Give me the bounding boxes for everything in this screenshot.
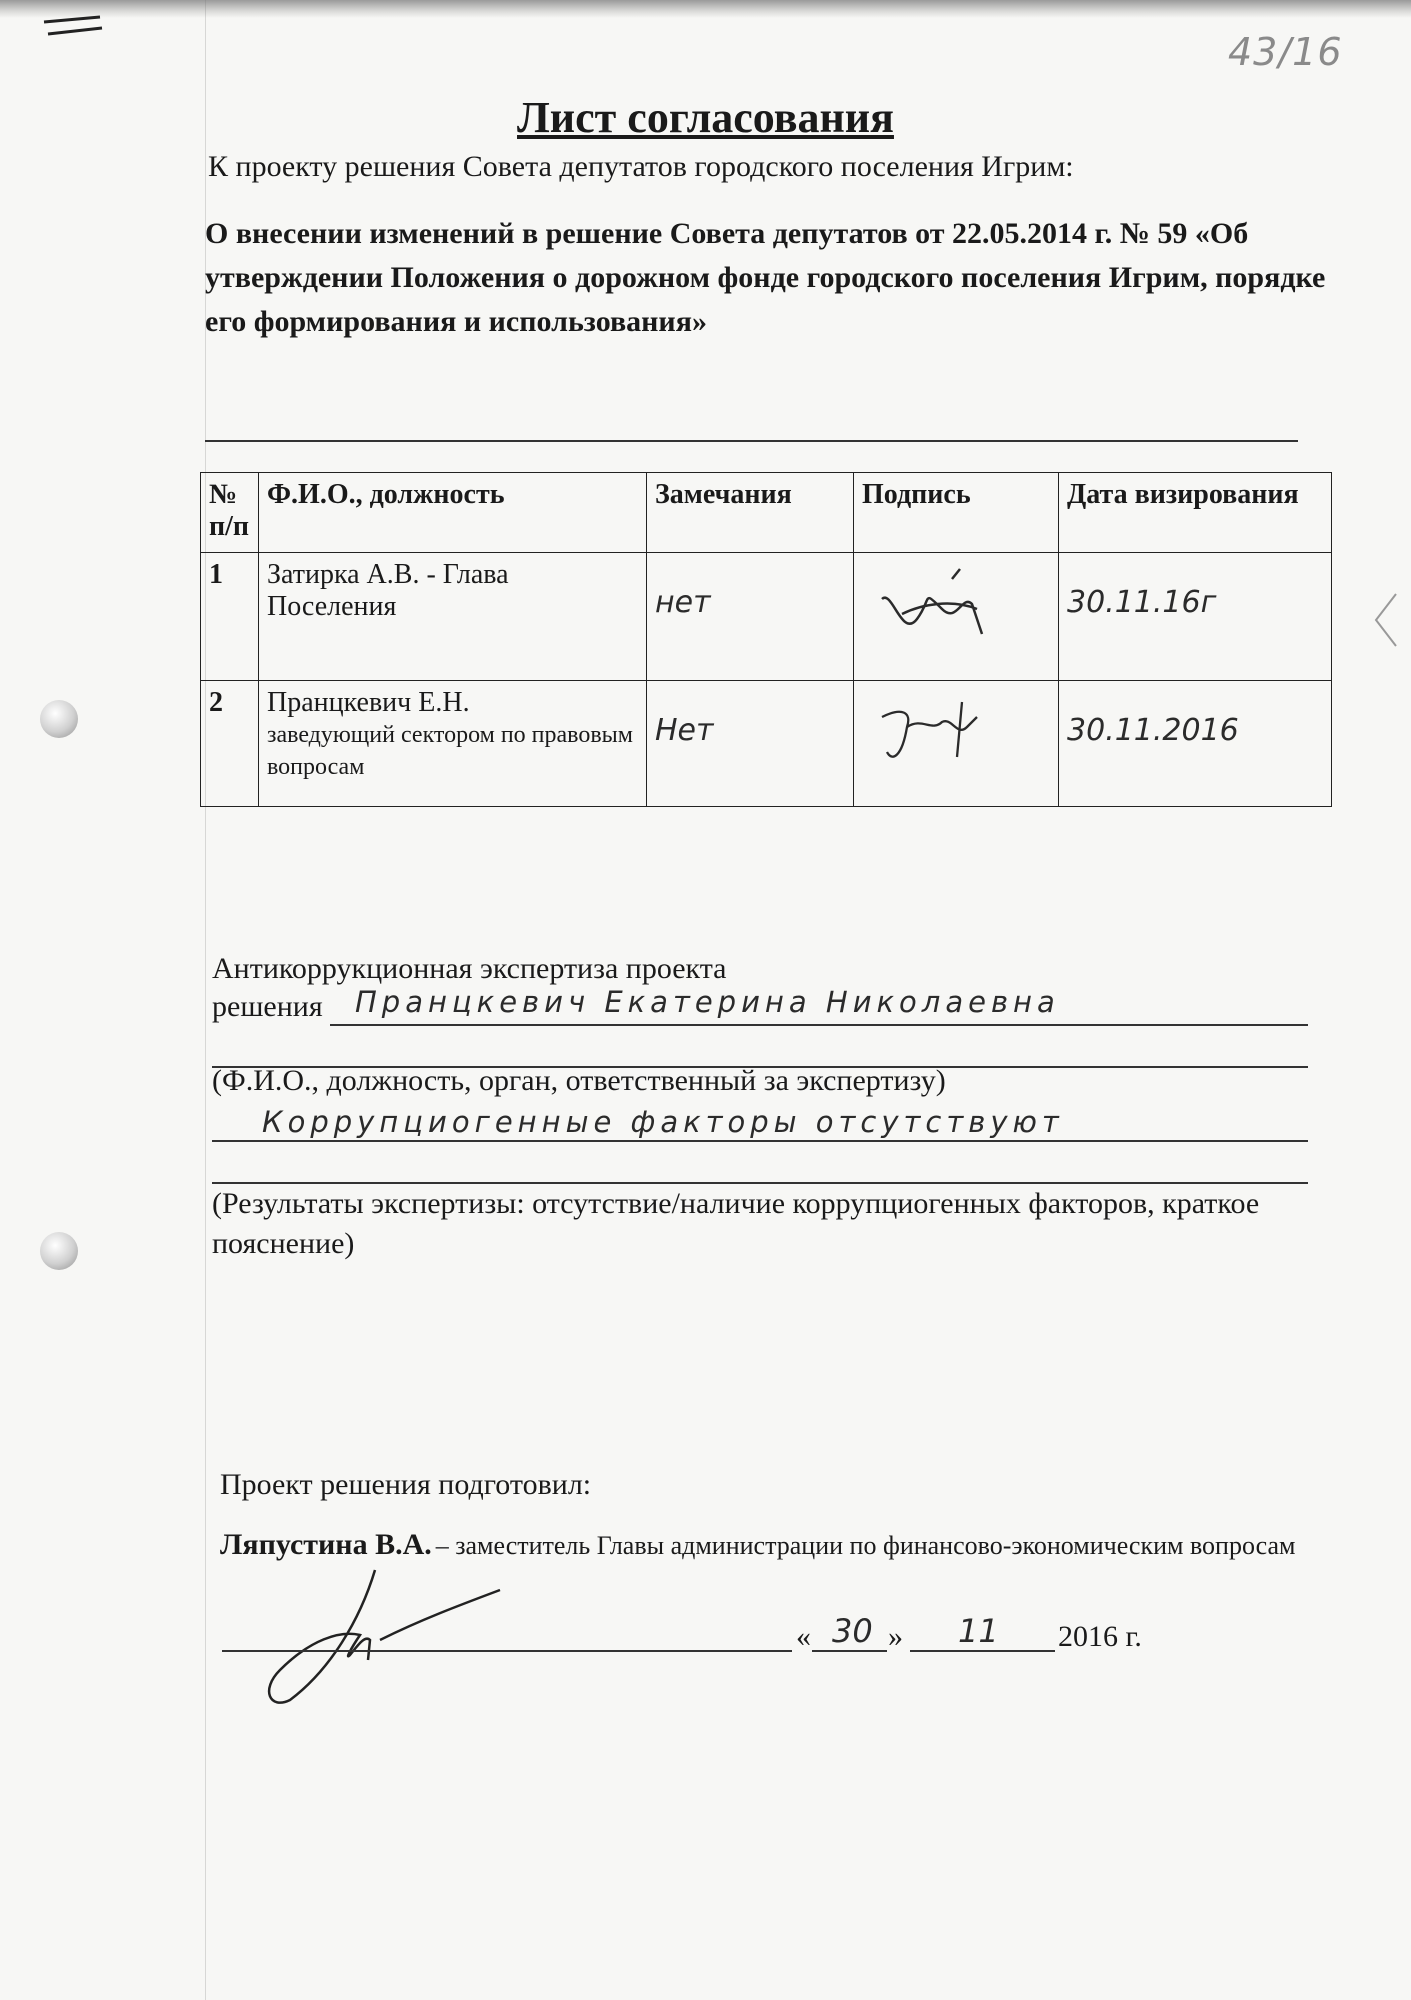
handwritten-remark: Нет [655,713,714,748]
person-name: Пранцкевич Е.Н. [267,687,470,718]
separator-line [205,440,1298,442]
decision-label: решения [212,990,323,1023]
expertise-label: Антикоррукционная экспертиза проекта [212,952,727,985]
fill-line [212,1140,1308,1142]
person-position: заведующий сектором по правовым вопросам [267,722,633,780]
pen-mark [42,14,104,38]
preparer-signature [250,1560,520,1710]
visa-date: 30.11.2016 [1067,713,1239,748]
quote-close: » [888,1620,903,1653]
sign-month: 11 [958,1612,999,1650]
row-signature [854,681,1059,807]
quote-open: « [796,1620,811,1653]
preparer-name: Ляпустина В.А. [220,1528,432,1561]
person-name: Затирка А.В. - Глава Поселения [267,559,509,622]
prepared-label: Проект решения подготовил: [220,1468,592,1501]
scan-edge [0,0,1411,18]
approval-table [200,472,1332,807]
row-name [259,553,647,681]
header-name: Ф.И.О., должность [259,473,647,553]
header-remarks: Замечания [647,473,854,553]
header-signature: Подпись [854,473,1059,553]
table-row [201,553,1332,681]
header-number: № п/п [201,473,259,553]
result-caption: (Результаты экспертизы: отсутствие/наличие коррупциогенных факторов, краткое пояснение) [212,1187,1260,1260]
row-signature [854,553,1059,681]
sign-day: 30 [832,1612,873,1650]
visa-date: 30.11.16г [1067,585,1217,620]
preparer-role: – заместитель Главы администрации по финансово-экономическим вопросам [435,1531,1296,1560]
signature [862,559,1012,659]
handwritten-remark: нет [655,585,711,620]
document-subject: О внесении изменений в решение Совета депутатов от 22.05.2014 г. № 59 «Об утверждении Положения о дорожном фонде городского поселения Игрим, порядке его формирования и использования» [205,217,1326,338]
punch-hole [40,1232,78,1270]
clip-mark [1370,590,1400,650]
row-remarks [647,553,854,681]
row-number: 2 [201,681,259,807]
row-date [1059,681,1332,807]
page-number: 43/16 [1228,30,1343,74]
sign-year: 2016 г. [1058,1620,1142,1653]
result-handwritten: Коррупциогенные факторы отсутствуют [262,1105,1064,1139]
row-name [259,681,647,807]
header-date: Дата визирования [1059,473,1332,553]
document-title: Лист согласования [517,93,894,142]
month-line [910,1650,1055,1652]
row-remarks [647,681,854,807]
project-reference: К проекту решения Совета депутатов городского поселения Игрим: [208,150,1074,183]
signature [862,687,1012,777]
expert-name-handwritten: Пранцкевич Екатерина Николаевна [355,985,1060,1019]
punch-hole [40,700,78,738]
expert-caption: (Ф.И.О., должность, орган, ответственный за экспертизу) [212,1064,946,1097]
table-row [201,681,1332,807]
signature-line [222,1650,792,1652]
row-number: 1 [201,553,259,681]
table-header-row [201,473,1332,553]
day-line [812,1650,887,1652]
fill-line [330,1024,1308,1026]
row-date [1059,553,1332,681]
